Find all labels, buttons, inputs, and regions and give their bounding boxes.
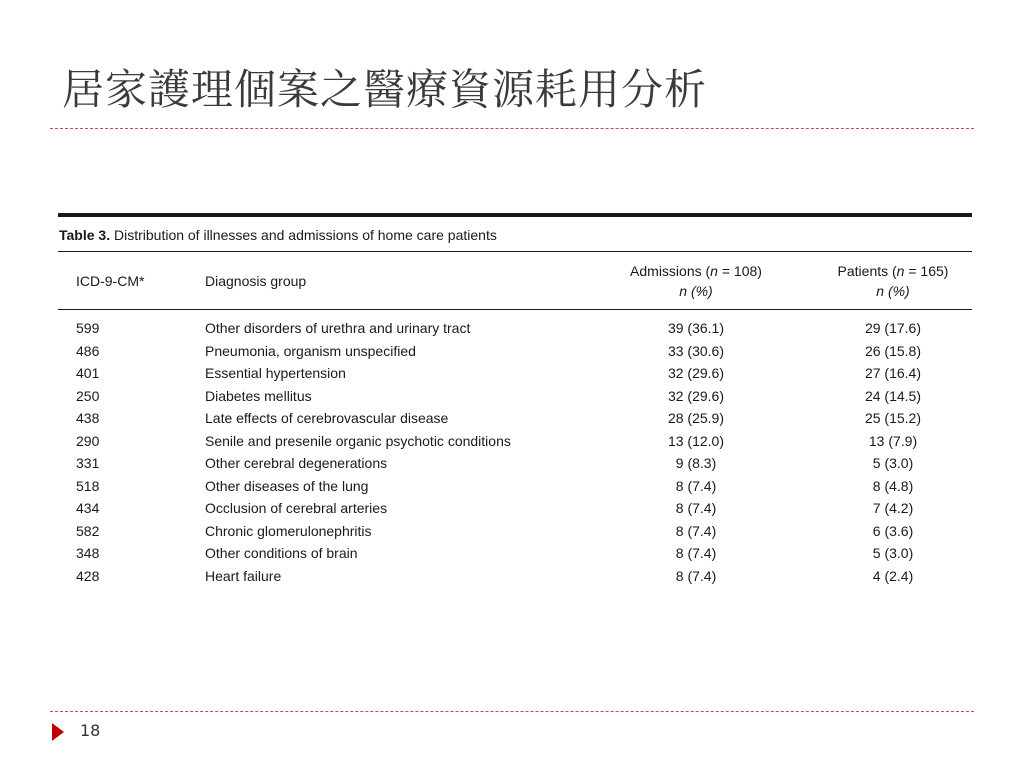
cell-patients: 29 (17.6) xyxy=(864,320,922,336)
cell-patients: 24 (14.5) xyxy=(864,387,922,404)
cell-diagnosis: Other diseases of the lung xyxy=(205,477,369,494)
table-caption-text: Distribution of illnesses and admissions of home care patients xyxy=(110,227,497,243)
cell-admissions: 8 (7.4) xyxy=(675,500,717,516)
cell-code: 331 xyxy=(76,455,100,471)
header-admissions-post: = 108) xyxy=(717,263,762,279)
header-patients xyxy=(810,261,976,301)
table-row xyxy=(58,407,972,430)
table-row xyxy=(58,340,972,363)
header-admissions-pre: Admissions ( xyxy=(630,263,711,279)
cell-patients: 25 (15.2) xyxy=(864,410,922,426)
table-row xyxy=(58,542,972,565)
header-admissions-n: n xyxy=(710,263,718,279)
header-patients-n: n xyxy=(896,263,905,279)
cell-patients: 13 (7.9) xyxy=(868,432,918,449)
table-row xyxy=(58,362,972,385)
cell-admissions: 32 (29.6) xyxy=(667,387,725,404)
header-code: ICD-9-CM* xyxy=(76,273,145,289)
cell-patients: 8 (4.8) xyxy=(872,477,914,494)
header-admissions-sub: n (%) xyxy=(679,283,713,299)
table-row xyxy=(58,385,972,408)
cell-admissions: 39 (36.1) xyxy=(667,320,725,336)
cell-code: 582 xyxy=(76,522,100,539)
cell-admissions: 32 (29.6) xyxy=(667,365,725,381)
cell-diagnosis: Pneumonia, organism unspecified xyxy=(205,342,416,359)
triangle-right-icon xyxy=(52,723,64,741)
cell-diagnosis: Heart failure xyxy=(205,567,282,584)
table-row xyxy=(58,497,972,520)
table-row xyxy=(58,430,972,453)
cell-admissions: 28 (25.9) xyxy=(667,410,725,426)
title-divider xyxy=(50,128,974,129)
header-patients-post: = 165) xyxy=(904,263,949,279)
table-body xyxy=(58,310,972,587)
cell-patients: 6 (3.6) xyxy=(872,522,914,539)
cell-admissions: 8 (7.4) xyxy=(675,522,717,539)
cell-code: 250 xyxy=(76,387,100,404)
cell-code: 290 xyxy=(76,432,100,449)
table-header-row xyxy=(58,252,972,309)
header-admissions xyxy=(606,261,786,301)
cell-code: 438 xyxy=(76,410,100,426)
cell-code: 348 xyxy=(76,545,100,561)
cell-diagnosis: Other disorders of urethra and urinary tract xyxy=(205,320,471,336)
cell-admissions: 8 (7.4) xyxy=(675,477,717,494)
footer-divider xyxy=(50,711,974,712)
cell-admissions: 33 (30.6) xyxy=(667,342,725,359)
cell-code: 428 xyxy=(76,567,100,584)
table-caption xyxy=(58,217,972,251)
cell-diagnosis: Chronic glomerulonephritis xyxy=(205,522,372,539)
cell-code: 434 xyxy=(76,500,100,516)
table-figure xyxy=(58,213,972,587)
cell-patients: 5 (3.0) xyxy=(872,455,914,471)
cell-diagnosis: Senile and presenile organic psychotic conditions xyxy=(205,432,511,449)
header-patients-pre: Patients ( xyxy=(837,263,897,279)
table-row xyxy=(58,317,972,340)
cell-code: 599 xyxy=(76,320,100,336)
cell-code: 401 xyxy=(76,365,100,381)
cell-code: 518 xyxy=(76,477,100,494)
table-row xyxy=(58,475,972,498)
cell-patients: 7 (4.2) xyxy=(872,500,914,516)
header-diagnosis: Diagnosis group xyxy=(205,273,307,289)
cell-code: 486 xyxy=(76,342,100,359)
cell-diagnosis: Other cerebral degenerations xyxy=(205,455,388,471)
table-row xyxy=(58,565,972,588)
cell-admissions: 8 (7.4) xyxy=(675,545,717,561)
cell-patients: 27 (16.4) xyxy=(864,365,922,381)
page-number: 18 xyxy=(80,721,101,740)
table-row xyxy=(58,452,972,475)
cell-patients: 4 (2.4) xyxy=(872,567,914,584)
cell-diagnosis: Other conditions of brain xyxy=(205,545,358,561)
cell-admissions: 8 (7.4) xyxy=(675,567,717,584)
cell-diagnosis: Essential hypertension xyxy=(205,365,346,381)
cell-diagnosis: Late effects of cerebrovascular disease xyxy=(205,410,449,426)
cell-admissions: 9 (8.3) xyxy=(675,455,717,471)
cell-patients: 26 (15.8) xyxy=(864,342,922,359)
cell-diagnosis: Occlusion of cerebral arteries xyxy=(205,500,388,516)
cell-diagnosis: Diabetes mellitus xyxy=(205,387,312,404)
slide-title: 居家護理個案之醫療資源耗用分析 xyxy=(62,65,708,114)
cell-patients: 5 (3.0) xyxy=(872,545,914,561)
table-caption-label: Table 3. xyxy=(59,227,111,243)
header-patients-sub: n (%) xyxy=(876,283,910,299)
table-row xyxy=(58,520,972,543)
cell-admissions: 13 (12.0) xyxy=(667,432,725,449)
